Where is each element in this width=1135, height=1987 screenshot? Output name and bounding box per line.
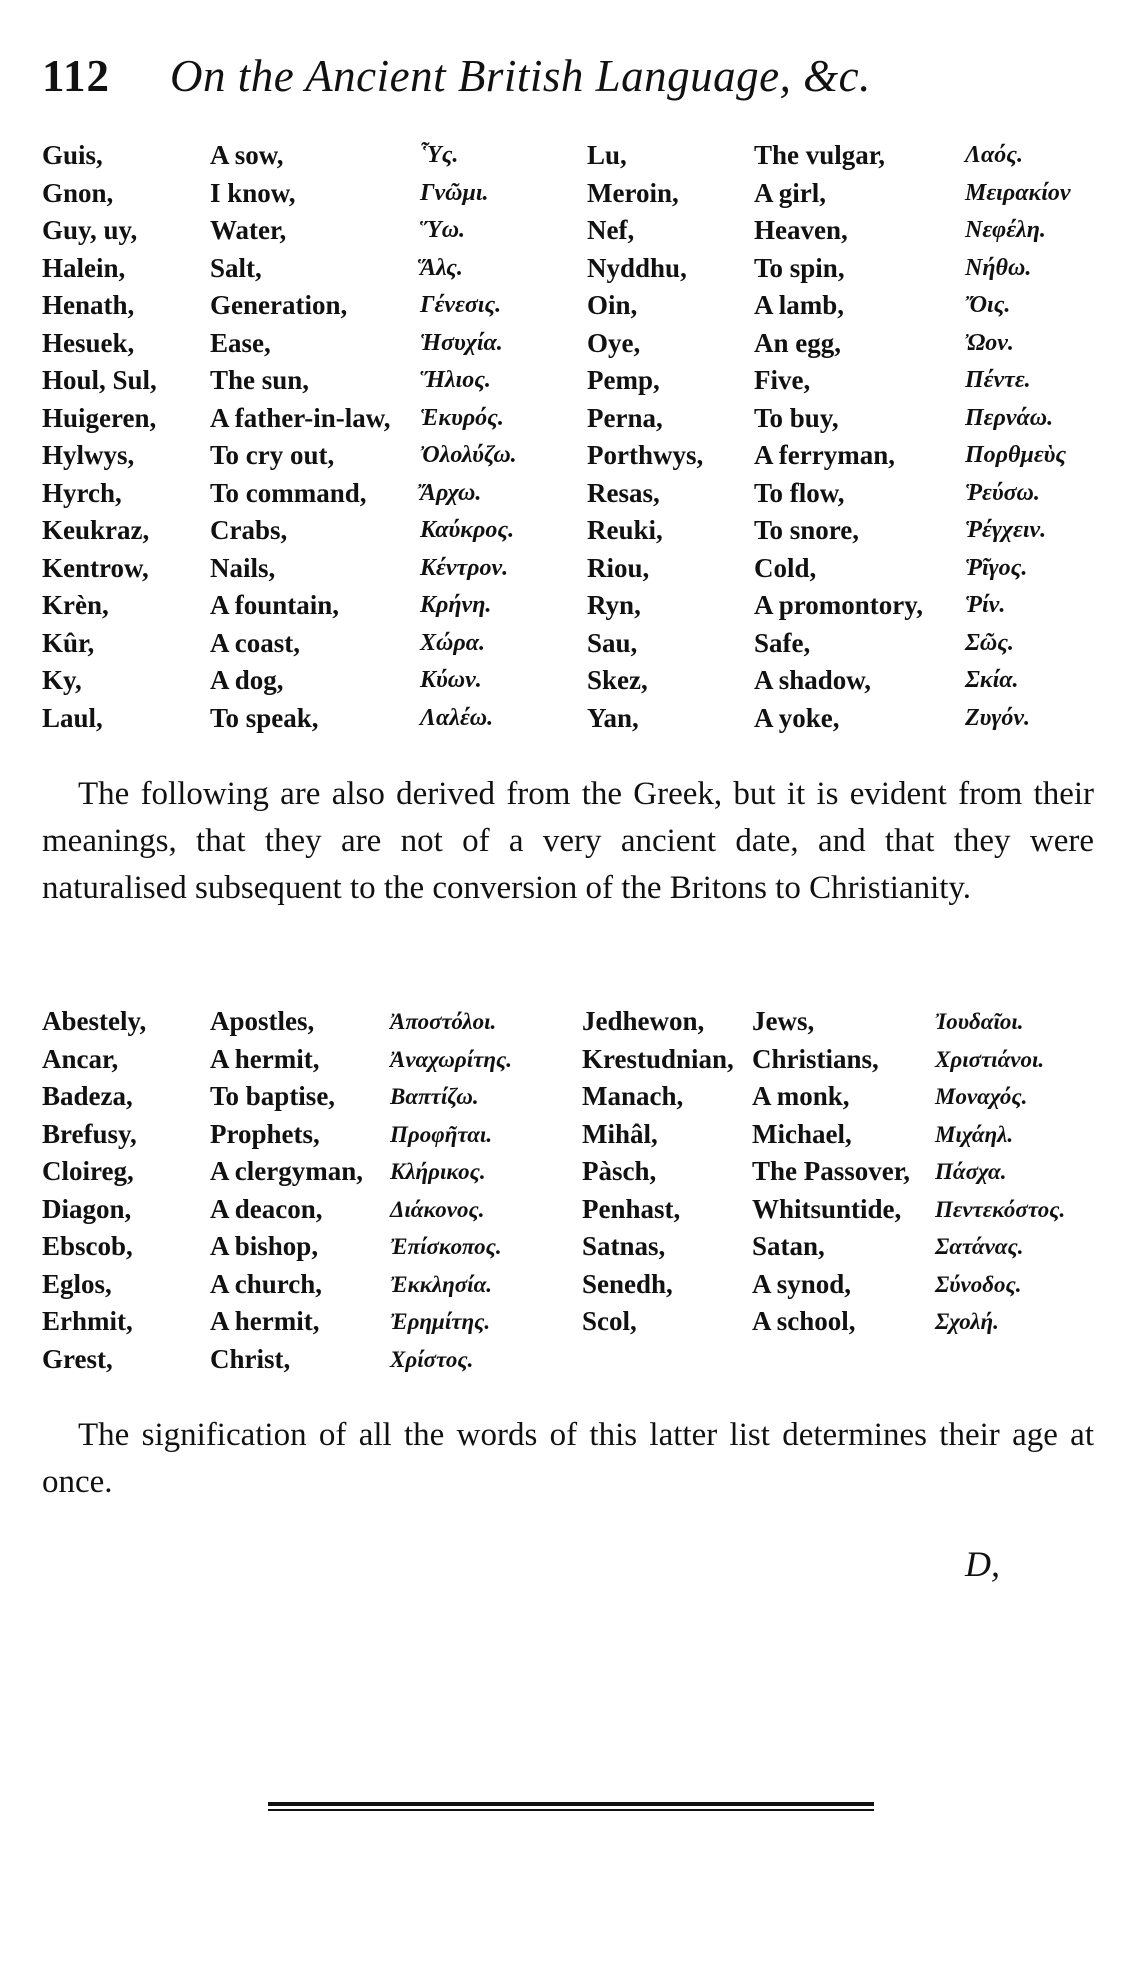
cornish-word: Riou,	[587, 552, 650, 583]
english-meaning: Nails,	[210, 552, 276, 583]
english-meaning: A shadow,	[754, 665, 872, 695]
greek-derived-word-list	[42, 137, 1112, 737]
greek-word: Ὀλολύζω.	[420, 442, 517, 468]
word-row	[42, 1191, 1112, 1229]
cornish-word: Eglos,	[42, 1268, 112, 1299]
cornish-word: Huigeren,	[42, 402, 157, 433]
greek-word: Προφῆται.	[390, 1121, 493, 1147]
english-meaning: A school,	[752, 1306, 856, 1336]
cornish-word: Skez,	[587, 665, 648, 695]
greek-word: Κλήρικος.	[390, 1159, 486, 1184]
english-meaning: The vulgar,	[754, 140, 886, 170]
english-meaning: Michael,	[752, 1118, 852, 1149]
greek-word: Κύων.	[420, 667, 482, 693]
greek-word: Μειρακίον	[965, 179, 1071, 206]
greek-word: Ἐκκλησία.	[390, 1271, 493, 1297]
greek-word: Ἡσυχία.	[420, 329, 503, 356]
running-title: On the Ancient British Language, &c.	[170, 51, 871, 101]
greek-word: Διάκονος.	[390, 1196, 485, 1222]
word-row	[42, 512, 1112, 550]
cornish-word: Erhmit,	[42, 1306, 133, 1336]
cornish-word: Jedhewon,	[582, 1006, 705, 1036]
page-header	[42, 50, 1112, 120]
greek-word: Γνῶμι.	[420, 179, 489, 206]
cornish-word: Cloireg,	[42, 1156, 134, 1186]
english-meaning: Generation,	[210, 290, 348, 320]
word-row	[42, 475, 1112, 513]
english-meaning: Heaven,	[754, 215, 848, 245]
greek-word: Μιχάηλ.	[935, 1121, 1014, 1147]
greek-word: Ὄις.	[965, 292, 1011, 318]
greek-word: Γένεσις.	[420, 292, 502, 318]
english-meaning: A promontory,	[754, 590, 924, 620]
greek-word: Πεντεκόστος.	[935, 1196, 1066, 1222]
english-meaning: Safe,	[754, 627, 811, 658]
english-meaning: Cold,	[754, 552, 817, 583]
cornish-word: Meroin,	[587, 177, 679, 208]
greek-word: Λαός.	[965, 142, 1023, 168]
greek-word: Ἄρχω.	[420, 479, 482, 506]
greek-word: Χριστιάνοι.	[935, 1046, 1045, 1072]
cornish-word: Penhast,	[582, 1193, 681, 1224]
cornish-word: Porthwys,	[587, 440, 704, 470]
cornish-word: Halein,	[42, 252, 126, 283]
word-row	[42, 1266, 1112, 1304]
word-row	[42, 1303, 1112, 1341]
word-row	[42, 1003, 1112, 1041]
greek-word: Λαλέω.	[420, 704, 494, 731]
cornish-word: Kûr,	[42, 627, 95, 658]
word-row	[42, 587, 1112, 625]
english-meaning: A hermit,	[210, 1043, 320, 1074]
word-row	[42, 700, 1112, 738]
english-meaning: A fountain,	[210, 590, 340, 620]
greek-word: Ζυγόν.	[965, 704, 1031, 731]
cornish-word: Oin,	[587, 290, 638, 320]
cornish-word: Senedh,	[582, 1268, 673, 1299]
cornish-word: Pàsch,	[582, 1156, 657, 1186]
english-meaning: Crabs,	[210, 515, 288, 545]
greek-word: Σχολή.	[935, 1309, 999, 1334]
greek-word: Ὗς.	[420, 142, 459, 168]
greek-word: Κέντρον.	[420, 554, 509, 581]
greek-word: Σῶς.	[965, 629, 1014, 656]
cornish-word: Scol,	[582, 1306, 637, 1336]
greek-word: Πάσχα.	[935, 1159, 1007, 1184]
english-meaning: To speak,	[210, 702, 319, 733]
word-row	[42, 1041, 1112, 1079]
english-meaning: A father-in-law,	[210, 402, 391, 433]
word-row	[42, 362, 1112, 400]
english-meaning: Ease,	[210, 327, 271, 358]
word-row	[42, 1341, 1112, 1379]
cornish-word: Pemp,	[587, 365, 660, 395]
word-row	[42, 662, 1112, 700]
english-meaning: Jews,	[752, 1006, 815, 1036]
english-meaning: A ferryman,	[754, 440, 895, 470]
greek-word: Ῥεύσω.	[965, 479, 1040, 506]
greek-word: Σκία.	[965, 667, 1019, 693]
word-row	[42, 1228, 1112, 1266]
greek-word: Σύνοδος.	[935, 1271, 1022, 1297]
greek-word: Σατάνας.	[935, 1234, 1024, 1259]
cornish-word: Hyrch,	[42, 477, 122, 508]
english-meaning: To cry out,	[210, 440, 335, 470]
cornish-word: Laul,	[42, 702, 103, 733]
greek-word: Ἑκυρός.	[420, 404, 504, 431]
english-meaning: Satan,	[752, 1231, 825, 1261]
english-meaning: A deacon,	[210, 1193, 323, 1224]
cornish-word: Henath,	[42, 290, 135, 320]
english-meaning: A monk,	[752, 1081, 850, 1111]
cornish-word: Abestely,	[42, 1006, 147, 1036]
word-row	[42, 625, 1112, 663]
greek-word: Ἐρημίτης.	[390, 1309, 491, 1334]
word-row	[42, 325, 1112, 363]
english-meaning: Christ,	[210, 1343, 291, 1374]
cornish-word: Hylwys,	[42, 440, 135, 470]
english-meaning: To baptise,	[210, 1081, 336, 1111]
divider-line-thick	[268, 1802, 874, 1806]
cornish-word: Satnas,	[582, 1231, 666, 1261]
cornish-word: Nyddhu,	[587, 252, 687, 283]
english-meaning: A lamb,	[754, 290, 845, 320]
greek-word: Πέντε.	[965, 367, 1031, 393]
signature-mark: D,	[965, 1544, 1000, 1584]
cornish-word: Krèn,	[42, 590, 109, 620]
english-meaning: The sun,	[210, 365, 310, 395]
greek-word: Κρήνη.	[420, 592, 492, 618]
greek-word: Χρίστος.	[390, 1346, 474, 1372]
english-meaning: Prophets,	[210, 1118, 320, 1149]
english-meaning: An egg,	[754, 327, 841, 358]
english-meaning: A bishop,	[210, 1231, 319, 1261]
english-meaning: The Passover,	[752, 1156, 911, 1186]
divider-line-thin	[268, 1809, 874, 1811]
cornish-word: Manach,	[582, 1081, 684, 1111]
greek-word: Ὠον.	[965, 329, 1014, 356]
greek-word: Νεφέλη.	[965, 217, 1046, 243]
english-meaning: To snore,	[754, 515, 860, 545]
greek-word: Ὕω.	[420, 217, 466, 243]
word-row	[42, 1116, 1112, 1154]
english-meaning: Whitsuntide,	[752, 1193, 902, 1224]
greek-word: Ῥίν.	[965, 592, 1006, 618]
english-meaning: A clergyman,	[210, 1156, 363, 1186]
cornish-word: Keukraz,	[42, 515, 150, 545]
english-meaning: A yoke,	[754, 702, 840, 733]
word-row	[42, 137, 1112, 175]
english-meaning: To command,	[210, 477, 367, 508]
cornish-word: Lu,	[587, 140, 627, 170]
cornish-word: Oye,	[587, 327, 641, 358]
cornish-word: Reuki,	[587, 515, 663, 545]
cornish-word: Yan,	[587, 702, 639, 733]
cornish-word: Perna,	[587, 402, 663, 433]
cornish-word: Krestudnian,	[582, 1043, 734, 1074]
greek-word: Ἅλς.	[420, 254, 463, 281]
cornish-word: Mihâl,	[582, 1118, 658, 1149]
cornish-word: Resas,	[587, 477, 660, 508]
english-meaning: A church,	[210, 1268, 323, 1299]
word-row	[42, 287, 1112, 325]
cornish-word: Sau,	[587, 627, 638, 658]
greek-word: Ἰουδαῖοι.	[935, 1009, 1024, 1034]
closing-paragraph: The signification of all the words of this latter list determines their age at once.	[42, 1417, 1094, 1500]
greek-word: Ῥῖγος.	[965, 554, 1028, 581]
english-meaning: Salt,	[210, 252, 262, 283]
greek-word: Ἥλιος.	[420, 367, 491, 393]
greek-word: Ἀποστόλοι.	[390, 1009, 497, 1034]
greek-word: Πορθμεὺς	[965, 442, 1067, 468]
word-row	[42, 250, 1112, 288]
cornish-word: Grest,	[42, 1343, 113, 1374]
cornish-word: Guy, uy,	[42, 215, 138, 245]
greek-word: Βαπτίζω.	[390, 1084, 479, 1109]
english-meaning: A girl,	[754, 177, 826, 208]
cornish-word: Hesuek,	[42, 327, 135, 358]
cornish-word: Brefusy,	[42, 1118, 137, 1149]
cornish-word: Kentrow,	[42, 552, 149, 583]
english-meaning: Five,	[754, 365, 811, 395]
word-row	[42, 400, 1112, 438]
cornish-word: Gnon,	[42, 177, 114, 208]
cornish-word: Diagon,	[42, 1193, 132, 1224]
greek-word: Χώρα.	[420, 629, 486, 656]
word-row	[42, 550, 1112, 588]
section-divider	[268, 1802, 874, 1811]
greek-word: Καύκρος.	[420, 517, 515, 543]
cornish-word: Ryn,	[587, 590, 641, 620]
cornish-word: Ebscob,	[42, 1231, 133, 1261]
english-meaning: Water,	[210, 215, 287, 245]
cornish-word: Houl, Sul,	[42, 365, 157, 395]
english-meaning: A sow,	[210, 140, 284, 170]
body-paragraph: The following are also derived from the Greek, but it is evident from their meanings, that they are not of a very ancient date, and that they were naturalised subsequent to the conversion of the Britons to Christianity.	[42, 776, 1094, 906]
word-row	[42, 1078, 1112, 1116]
cornish-word: Nef,	[587, 215, 635, 245]
cornish-word: Ky,	[42, 665, 82, 695]
ecclesiastical-word-list	[42, 1003, 1112, 1378]
english-meaning: To flow,	[754, 477, 845, 508]
cornish-word: Guis,	[42, 140, 103, 170]
english-meaning: A synod,	[752, 1268, 852, 1299]
english-meaning: To buy,	[754, 402, 839, 433]
greek-word: Ἀναχωρίτης.	[390, 1046, 512, 1072]
cornish-word: Ancar,	[42, 1043, 119, 1074]
word-row	[42, 437, 1112, 475]
english-meaning: A coast,	[210, 627, 300, 658]
english-meaning: I know,	[210, 177, 296, 208]
word-row	[42, 1153, 1112, 1191]
english-meaning: Apostles,	[210, 1006, 315, 1036]
greek-word: Νήθω.	[965, 254, 1032, 281]
page-number: 112	[42, 51, 111, 101]
english-meaning: To spin,	[754, 252, 845, 283]
word-row	[42, 175, 1112, 213]
cornish-word: Badeza,	[42, 1081, 133, 1111]
english-meaning: Christians,	[752, 1043, 879, 1074]
greek-word: Ἐπίσκοπος.	[390, 1234, 502, 1259]
greek-word: Ῥέγχειν.	[965, 517, 1047, 543]
english-meaning: A dog,	[210, 665, 284, 695]
word-row	[42, 212, 1112, 250]
english-meaning: A hermit,	[210, 1306, 320, 1336]
greek-word: Μοναχός.	[935, 1084, 1028, 1109]
greek-word: Περνάω.	[965, 404, 1054, 431]
